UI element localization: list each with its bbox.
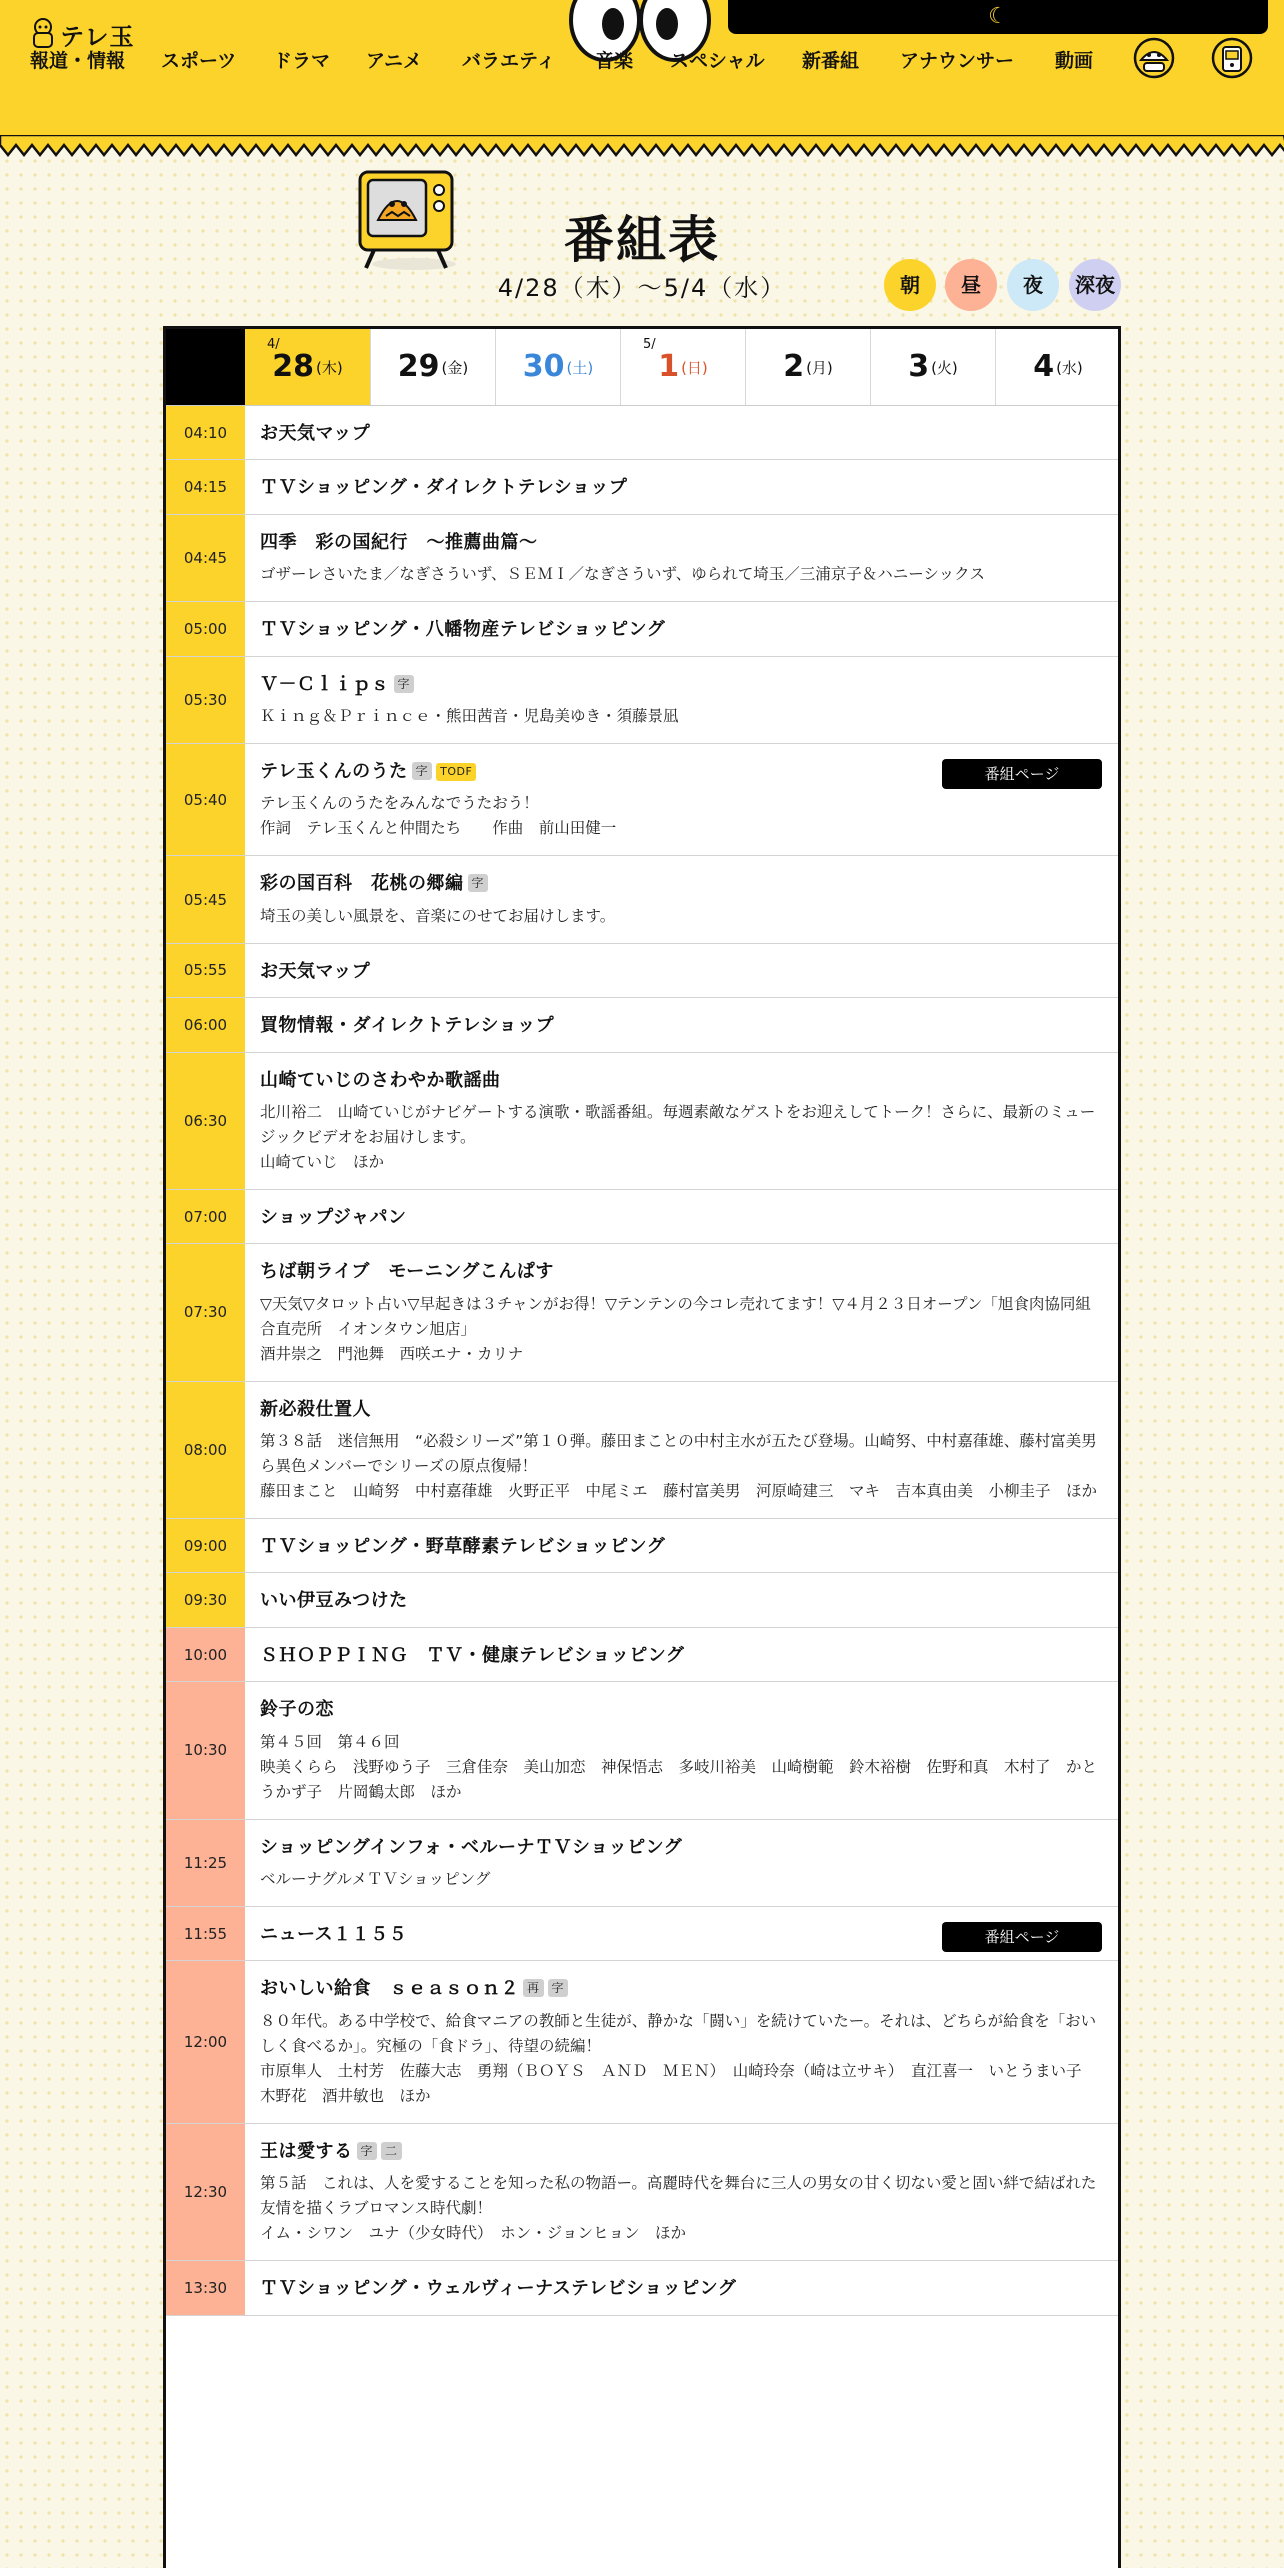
program-info — [245, 406, 1118, 459]
noon-button[interactable]: 昼 — [945, 259, 997, 311]
program-title-wrap — [260, 2277, 1102, 2300]
nav-music[interactable]: 音楽 — [595, 50, 634, 72]
program-badge: 字 — [357, 2142, 378, 2160]
program-row[interactable] — [166, 1820, 1118, 1907]
program-row[interactable] — [166, 998, 1118, 1052]
program-title[interactable]: 鈴子の恋 — [260, 1699, 334, 1721]
day-weekday: (月) — [806, 358, 833, 377]
program-time: 09:00 — [166, 1519, 245, 1572]
program-title[interactable]: ＳＨＯＰＰＩＮＧ ＴＶ・健康テレビショッピング — [260, 1644, 685, 1666]
program-info — [245, 1682, 1118, 1818]
site-header — [0, 0, 1284, 145]
program-row[interactable] — [166, 602, 1118, 656]
day-tab-29[interactable] — [370, 329, 495, 405]
main-nav — [30, 46, 1094, 76]
program-time: 05:30 — [166, 657, 245, 743]
day-tab-28[interactable] — [245, 329, 370, 405]
program-time: 05:45 — [166, 856, 245, 942]
program-info — [245, 515, 1118, 601]
late-night-button[interactable]: 深夜 — [1069, 259, 1121, 311]
nav-news[interactable]: 報道・情報 — [30, 50, 126, 72]
day-number: 28 — [272, 349, 315, 384]
program-title[interactable]: ショップジャパン — [260, 1206, 407, 1228]
program-time: 12:30 — [166, 2124, 245, 2260]
program-description: 埼玉の美しい風景を、音楽にのせてお届けします。 — [260, 906, 616, 925]
program-title[interactable]: 四季 彩の国紀行 ～推薦曲篇～ — [260, 531, 538, 553]
program-badge: 字 — [412, 762, 433, 780]
day-number: 2 — [783, 349, 805, 384]
program-time: 06:30 — [166, 1053, 245, 1189]
program-time: 06:00 — [166, 998, 245, 1051]
program-description: ８０年代。ある中学校で、給食マニアの教師と生徒が、静かな「闘い」を続けていたー。それは、どちらが給食を「おいしく食べるか」。究極の「食ドラ」、待望の続編！ 市原隼人 土村芳 佐藤大志 勇翔（ＢＯＹＳ ＡＮＤ ＭＥＮ） 山崎玲奈（崎は立サキ） 直江喜一 いとうまい子 木野花 酒井敏也 ほか — [260, 2011, 1097, 2105]
nav-drama[interactable]: ドラマ — [273, 50, 331, 72]
program-row[interactable] — [166, 2261, 1118, 2315]
program-info — [245, 1053, 1118, 1189]
nav-announcer[interactable]: アナウンサー — [900, 50, 1015, 72]
program-info — [245, 460, 1118, 513]
program-row[interactable] — [166, 460, 1118, 514]
program-description: 第４５回 第４６回 映美くらら 浅野ゆう子 三倉佳奈 美山加恋 神保悟志 多岐川裕美 山崎樹範 鈴木裕樹 佐野和真 木村了 かとうかず子 片岡鶴太郎 ほか — [260, 1732, 1098, 1801]
nav-sports[interactable]: スポーツ — [161, 50, 237, 72]
program-row[interactable] — [166, 1628, 1118, 1682]
program-row[interactable] — [166, 406, 1118, 460]
program-info — [245, 1190, 1118, 1243]
program-time: 05:40 — [166, 744, 245, 855]
day-month: 5/ — [643, 337, 656, 352]
day-tab-3[interactable] — [870, 329, 995, 405]
program-row[interactable] — [166, 515, 1118, 602]
day-weekday: (日) — [681, 358, 708, 377]
day-number: 3 — [908, 349, 930, 384]
program-info — [245, 1628, 1118, 1681]
program-row[interactable] — [166, 2124, 1118, 2261]
program-info — [245, 744, 1118, 855]
program-row[interactable] — [166, 1190, 1118, 1244]
program-page-button[interactable]: 番組ページ — [942, 1922, 1102, 1952]
program-info — [245, 2261, 1118, 2314]
program-time: 10:00 — [166, 1628, 245, 1681]
day-number: 4 — [1033, 349, 1055, 384]
program-description: Ｋｉｎｇ＆Ｐｒｉｎｃｅ・熊田茜音・児島美ゆき・須藤景凪 — [260, 706, 679, 725]
program-row[interactable] — [166, 856, 1118, 943]
program-row[interactable] — [166, 1573, 1118, 1627]
program-title[interactable]: ＴＶショッピング・ダイレクトテレショップ — [260, 477, 628, 499]
date-range: 4/28（木）〜5/4（水） — [497, 274, 787, 302]
corner-cell — [166, 329, 245, 405]
program-info — [245, 1244, 1118, 1380]
header-zigzag-edge — [0, 135, 1284, 157]
program-info — [245, 657, 1118, 743]
program-badge: 二 — [381, 2142, 402, 2160]
program-title-wrap — [260, 1398, 1102, 1421]
moon-icon: ☾ — [988, 4, 1008, 29]
program-title-wrap — [260, 1644, 1102, 1667]
day-weekday: (火) — [931, 358, 958, 377]
program-description: 第３８話 迷信無用 “必殺シリーズ”第１０弾。藤田まことの中村主水が五たび登場。山崎努、中村嘉葎雄、藤村富美男ら異色メンバーでシリーズの原点復帰！ 藤田まこと 山崎努 中村嘉葎雄 火野正平 中尾ミエ 藤村富美男 河原崎建三 マキ 吉本真由美 小柳圭子 ほか — [260, 1432, 1098, 1501]
program-title[interactable]: 王は愛する — [260, 2140, 353, 2162]
nav-anime[interactable]: アニメ — [366, 50, 423, 72]
program-title-wrap — [260, 673, 1102, 696]
program-row[interactable] — [166, 1907, 1118, 1961]
program-page-button[interactable]: 番組ページ — [942, 759, 1102, 789]
program-info — [245, 1820, 1118, 1906]
program-time: 04:10 — [166, 406, 245, 459]
program-row[interactable] — [166, 1053, 1118, 1190]
program-title[interactable]: Ｖ－Ｃｌｉｐｓ — [260, 673, 390, 695]
program-title-wrap — [260, 476, 1102, 499]
program-time: 07:00 — [166, 1190, 245, 1243]
program-badge: 再 — [523, 1979, 544, 1997]
program-time: 08:00 — [166, 1382, 245, 1518]
program-title[interactable]: ニュース１１５５ — [260, 1924, 408, 1946]
day-tabs — [166, 329, 1118, 406]
program-time: 11:55 — [166, 1907, 245, 1960]
program-title[interactable]: ショッピングインフォ・ベルーナＴＶショッピング — [260, 1836, 683, 1858]
page-title: 番組表 — [564, 211, 720, 269]
program-title-wrap — [260, 1535, 1102, 1558]
program-time: 12:00 — [166, 1961, 245, 2122]
program-info — [245, 944, 1118, 997]
program-title-wrap — [260, 2140, 1102, 2163]
program-badge: TODF — [436, 763, 476, 781]
program-title[interactable]: ちば朝ライブ モーニングこんぱす — [260, 1261, 554, 1283]
day-weekday: (水) — [1056, 358, 1083, 377]
day-weekday: (金) — [441, 358, 469, 377]
program-title-wrap — [260, 531, 1102, 554]
day-number: 1 — [658, 349, 680, 384]
program-title-wrap — [260, 1014, 1102, 1037]
day-month: 4/ — [267, 337, 280, 352]
program-title-wrap — [260, 1069, 1102, 1092]
program-title[interactable]: おいしい給食 ｓｅａｓｏｎ２ — [260, 1978, 519, 2000]
logo-text: テレ玉 — [60, 22, 135, 51]
program-time: 09:30 — [166, 1573, 245, 1626]
program-description: 第５話 これは、人を愛することを知った私の物語ー。高麗時代を舞台に三人の男女の甘く切ない愛と固い絆で結ばれた友情を描くラブロマンス時代劇！ イム・シワン ユナ（少女時代） ホン・ジョンヒョン ほか — [260, 2174, 1097, 2243]
program-time: 07:30 — [166, 1244, 245, 1380]
program-title-wrap — [260, 960, 1102, 983]
program-title-wrap — [260, 618, 1102, 641]
program-title[interactable]: ＴＶショッピング・八幡物産テレビショッピング — [260, 619, 666, 641]
program-description: 北川裕二 山崎ていじがナビゲートする演歌・歌謡番組。毎週素敵なゲストをお迎えしてトーク！さらに、最新のミュージックビデオをお届けします。 山崎ていじ ほか — [260, 1102, 1096, 1171]
day-weekday: (木) — [316, 358, 343, 377]
program-row[interactable] — [166, 657, 1118, 744]
program-title-wrap — [260, 1589, 1102, 1612]
program-badge: 字 — [548, 1979, 569, 1997]
program-title[interactable]: お天気マップ — [260, 423, 371, 444]
program-info — [245, 1961, 1118, 2122]
program-title[interactable]: テレ玉くんのうた — [260, 760, 408, 782]
program-title[interactable]: 山崎ていじのさわやか歌謡曲 — [260, 1069, 501, 1091]
program-time: 05:55 — [166, 944, 245, 997]
nav-special[interactable]: スペシャル — [670, 50, 765, 72]
program-badge: 字 — [394, 675, 415, 693]
day-tab-30[interactable] — [495, 329, 620, 405]
program-title-wrap — [260, 1977, 1102, 2000]
program-time: 04:15 — [166, 460, 245, 513]
program-time: 13:30 — [166, 2261, 245, 2314]
program-info — [245, 998, 1118, 1051]
program-title[interactable]: 買物情報・ダイレクトテレショップ — [260, 1015, 555, 1037]
program-info — [245, 1573, 1118, 1626]
program-row[interactable] — [166, 1244, 1118, 1381]
program-title[interactable]: いい伊豆みつけた — [260, 1590, 408, 1612]
program-description: ゴザーレさいたま／なぎさういず、ＳＥＭＩ／なぎさういず、ゆられて埼玉／三浦京子＆ハニーシックス — [260, 565, 985, 584]
program-title-wrap — [260, 872, 1102, 895]
mascot-face-icon[interactable] — [1132, 36, 1176, 80]
program-row[interactable] — [166, 1961, 1118, 2123]
program-info — [245, 856, 1118, 942]
program-info — [245, 602, 1118, 655]
program-time: 05:00 — [166, 602, 245, 655]
program-time: 04:45 — [166, 515, 245, 601]
program-row[interactable] — [166, 1519, 1118, 1573]
program-title[interactable]: お天気マップ — [260, 960, 371, 982]
program-row[interactable] — [166, 744, 1118, 856]
nav-new-programs[interactable]: 新番組 — [802, 50, 860, 72]
program-time: 10:30 — [166, 1682, 245, 1818]
program-title[interactable]: ＴＶショッピング・ウェルヴィーナステレビショッピング — [260, 2278, 737, 2300]
program-description: ▽天気▽タロット占い▽早起きは３チャンがお得！▽テンテンの今コレ売れてます！▽４月２３日オープン「旭食肉協同組合直売所 イオンタウン旭店」 酒井崇之 門池舞 西咲エナ・カリナ — [260, 1294, 1091, 1363]
program-title-wrap — [260, 1260, 1102, 1283]
day-weekday: (土) — [566, 358, 594, 377]
program-badge: 字 — [468, 874, 489, 892]
program-title[interactable]: ＴＶショッピング・野草酵素テレビショッピング — [260, 1536, 666, 1558]
program-title-wrap — [260, 1206, 1102, 1229]
program-row[interactable] — [166, 944, 1118, 998]
program-row[interactable] — [166, 1382, 1118, 1519]
program-title[interactable]: 新必殺仕置人 — [260, 1398, 371, 1420]
top-black-bar[interactable] — [728, 0, 1268, 34]
program-title-wrap — [260, 1836, 1102, 1859]
program-description: テレ玉くんのうたをみんなでうたおう！ 作詞 テレ玉くんと仲間たち 作曲 前山田健一 — [260, 794, 617, 838]
program-list — [166, 406, 1118, 2316]
morning-button[interactable]: 朝 — [884, 259, 936, 311]
program-info — [245, 1907, 1118, 1960]
day-tab-1[interactable] — [620, 329, 745, 405]
day-number: 29 — [397, 349, 440, 384]
nav-variety[interactable]: バラエティ — [462, 50, 556, 72]
program-title[interactable]: 彩の国百科 花桃の郷編 — [260, 873, 464, 895]
nav-video[interactable]: 動画 — [1055, 50, 1094, 72]
day-tab-4[interactable] — [995, 329, 1120, 405]
program-row[interactable] — [166, 1682, 1118, 1819]
evening-button[interactable]: 夜 — [1007, 259, 1059, 311]
day-number: 30 — [522, 349, 565, 384]
program-info — [245, 2124, 1118, 2260]
program-schedule — [163, 326, 1121, 2568]
program-description: ベルーナグルメＴＶショッピング — [260, 1870, 491, 1889]
program-info — [245, 1519, 1118, 1572]
program-time: 11:25 — [166, 1820, 245, 1906]
program-info — [245, 1382, 1118, 1518]
program-title-wrap — [260, 422, 1102, 445]
day-tab-2[interactable] — [745, 329, 870, 405]
mascot-tv-icon[interactable] — [1210, 36, 1254, 80]
program-title-wrap — [260, 1698, 1102, 1721]
